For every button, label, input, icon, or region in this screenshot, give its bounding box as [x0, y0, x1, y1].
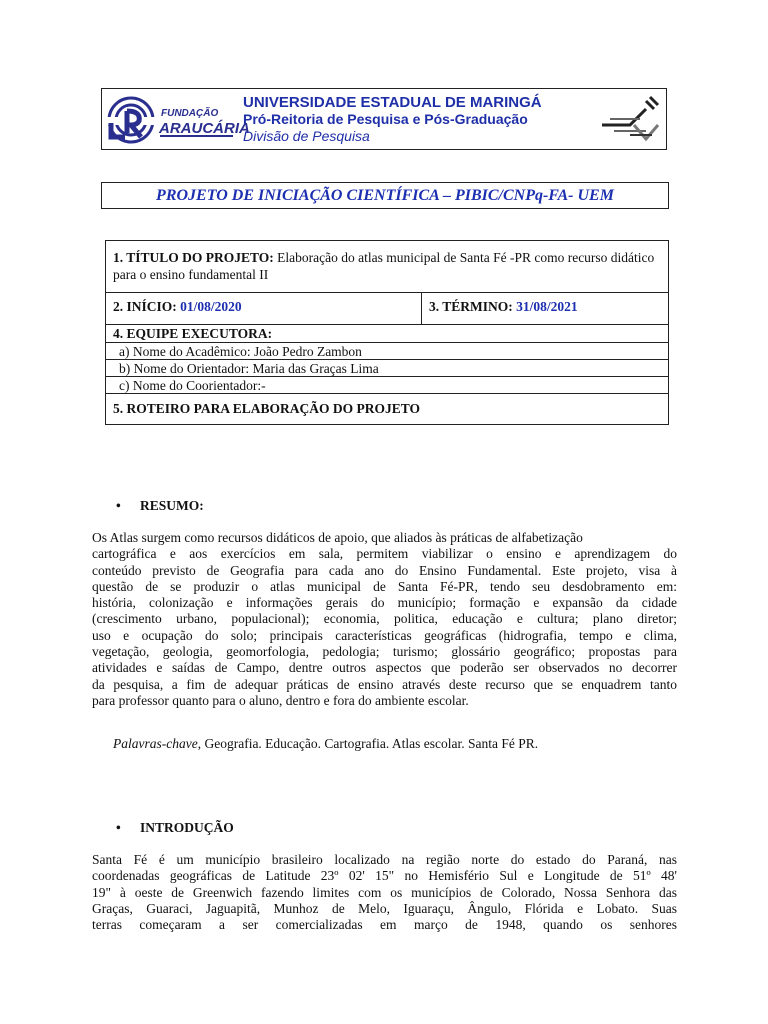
orientador-name: b) Nome do Orientador: Maria das Graças Lima: [106, 359, 668, 376]
project-info-table: [105, 240, 669, 425]
pro-reitoria: Pró-Reitoria de Pesquisa e Pós-Graduação: [243, 111, 528, 127]
titulo-value: Elaboração do atlas municipal de Santa Fé -PR como recurso didático para o ensino fundamental II: [113, 250, 655, 282]
introducao-paragraph: [92, 852, 677, 933]
roteiro-label: 5. ROTEIRO PARA ELABORAÇÃO DO PROJETO: [113, 401, 421, 416]
titulo-label: 1. TÍTULO DO PROJETO:: [113, 250, 274, 265]
keywords-label: Palavras-chave: [113, 736, 198, 751]
row-datas: [106, 293, 668, 325]
logo-text-fundacao: FUNDAÇÃO: [161, 108, 219, 119]
keywords: [113, 736, 538, 752]
resumo-line: cartográfica e aos exercícios em sala, permitem viabilizar o ensino e aprendizagem do: [92, 546, 677, 562]
logo-text-araucaria: ARAUCÁRIA: [159, 120, 250, 137]
resumo-heading-text: RESUMO:: [140, 498, 204, 513]
intro-line: Santa Fé é um município brasileiro localizado na região norte do estado do Paraná, nas: [92, 852, 677, 867]
introducao-heading-text: INTRODUÇÃO: [140, 820, 234, 835]
row-roteiro: [106, 394, 668, 424]
resumo-line: da pesquisa, a fim de adequar práticas de ensino através deste recurso que se enquadrem tanto: [92, 676, 677, 692]
fundacao-araucaria-logo: [105, 93, 250, 145]
resumo-line: uso e ocupação do solo; principais características geográficas (hidrografia, tempo e clima,: [92, 627, 677, 643]
header-box: [101, 88, 667, 150]
header-text: [243, 95, 542, 145]
resumo-heading: [116, 498, 204, 514]
resumo-line: questão de se produzir o atlas municipal de Santa Fé-PR, tendo seu desdobramento em:: [92, 578, 677, 594]
inicio-label: 2. INÍCIO:: [113, 299, 181, 314]
uem-logo: [600, 95, 660, 145]
row-titulo: [106, 241, 668, 293]
resumo-line: história, colonização e informações gerais do município; formação e expansão da cidade: [92, 595, 677, 611]
introducao-heading: [116, 820, 234, 836]
resumo-paragraph: [92, 530, 677, 709]
row-equipe: [106, 325, 668, 394]
divisao-pesquisa: Divisão de Pesquisa: [243, 128, 370, 144]
termino-label: 3. TÉRMINO:: [429, 299, 517, 314]
keywords-text: , Geografia. Educação. Cartografia. Atlas escolar. Santa Fé PR.: [197, 736, 539, 751]
resumo-line: para professor quanto para o aluno, dentro e fora do ambiente escolar.: [92, 692, 469, 708]
cell-inicio: [106, 293, 422, 324]
termino-value: 31/08/2021: [516, 299, 578, 314]
coorientador-name: c) Nome do Coorientador:-: [106, 376, 668, 393]
intro-line: 19" à oeste de Greenwich fazendo limites com os municípios de Colorado, Nossa Senhora das: [92, 884, 677, 900]
resumo-line: vegetação, geologia, geomorfologia, pedologia; turismo; glossário geográfico; propostas para: [92, 644, 677, 660]
intro-line: Graças, Guaraci, Jaguapitã, Munhoz de Melo, Iguaraçu, Ângulo, Flórida e Lobato. Suas: [92, 900, 677, 916]
resumo-line: conteúdo previsto de Geografia para cada ano do Ensino Fundamental. Este projeto, visa à: [92, 562, 677, 578]
bullet-icon: •: [116, 820, 121, 835]
project-title: PROJETO DE INICIAÇÃO CIENTÍFICA – PIBIC/CNPq-FA- UEM: [101, 182, 669, 209]
cell-termino: [422, 293, 668, 324]
intro-line: coordenadas geográficas de Latitude 23º 02' 15" no Hemisfério Sul e Longitude de 51º 48': [92, 868, 677, 884]
equipe-label: 4. EQUIPE EXECUTORA:: [113, 326, 273, 341]
academico-name: a) Nome do Acadêmico: João Pedro Zambon: [106, 342, 668, 359]
resumo-line: (crescimento urbano, populacional); economia, politica, educação e cultura; plano diretor;: [92, 611, 677, 627]
intro-line: terras começaram a ser comercializadas em março de 1948, quando os senhores: [92, 917, 677, 933]
inicio-value: 01/08/2020: [180, 299, 242, 314]
university-name: UNIVERSIDADE ESTADUAL DE MARINGÁ: [243, 94, 542, 111]
resumo-line: Os Atlas surgem como recursos didáticos de apoio, que aliados às práticas de alfabetização: [92, 530, 583, 545]
resumo-line: atividades e saídas de Campo, dentre outros aspectos que poderão ser observados no decorrer: [92, 660, 677, 676]
bullet-icon: •: [116, 498, 121, 513]
